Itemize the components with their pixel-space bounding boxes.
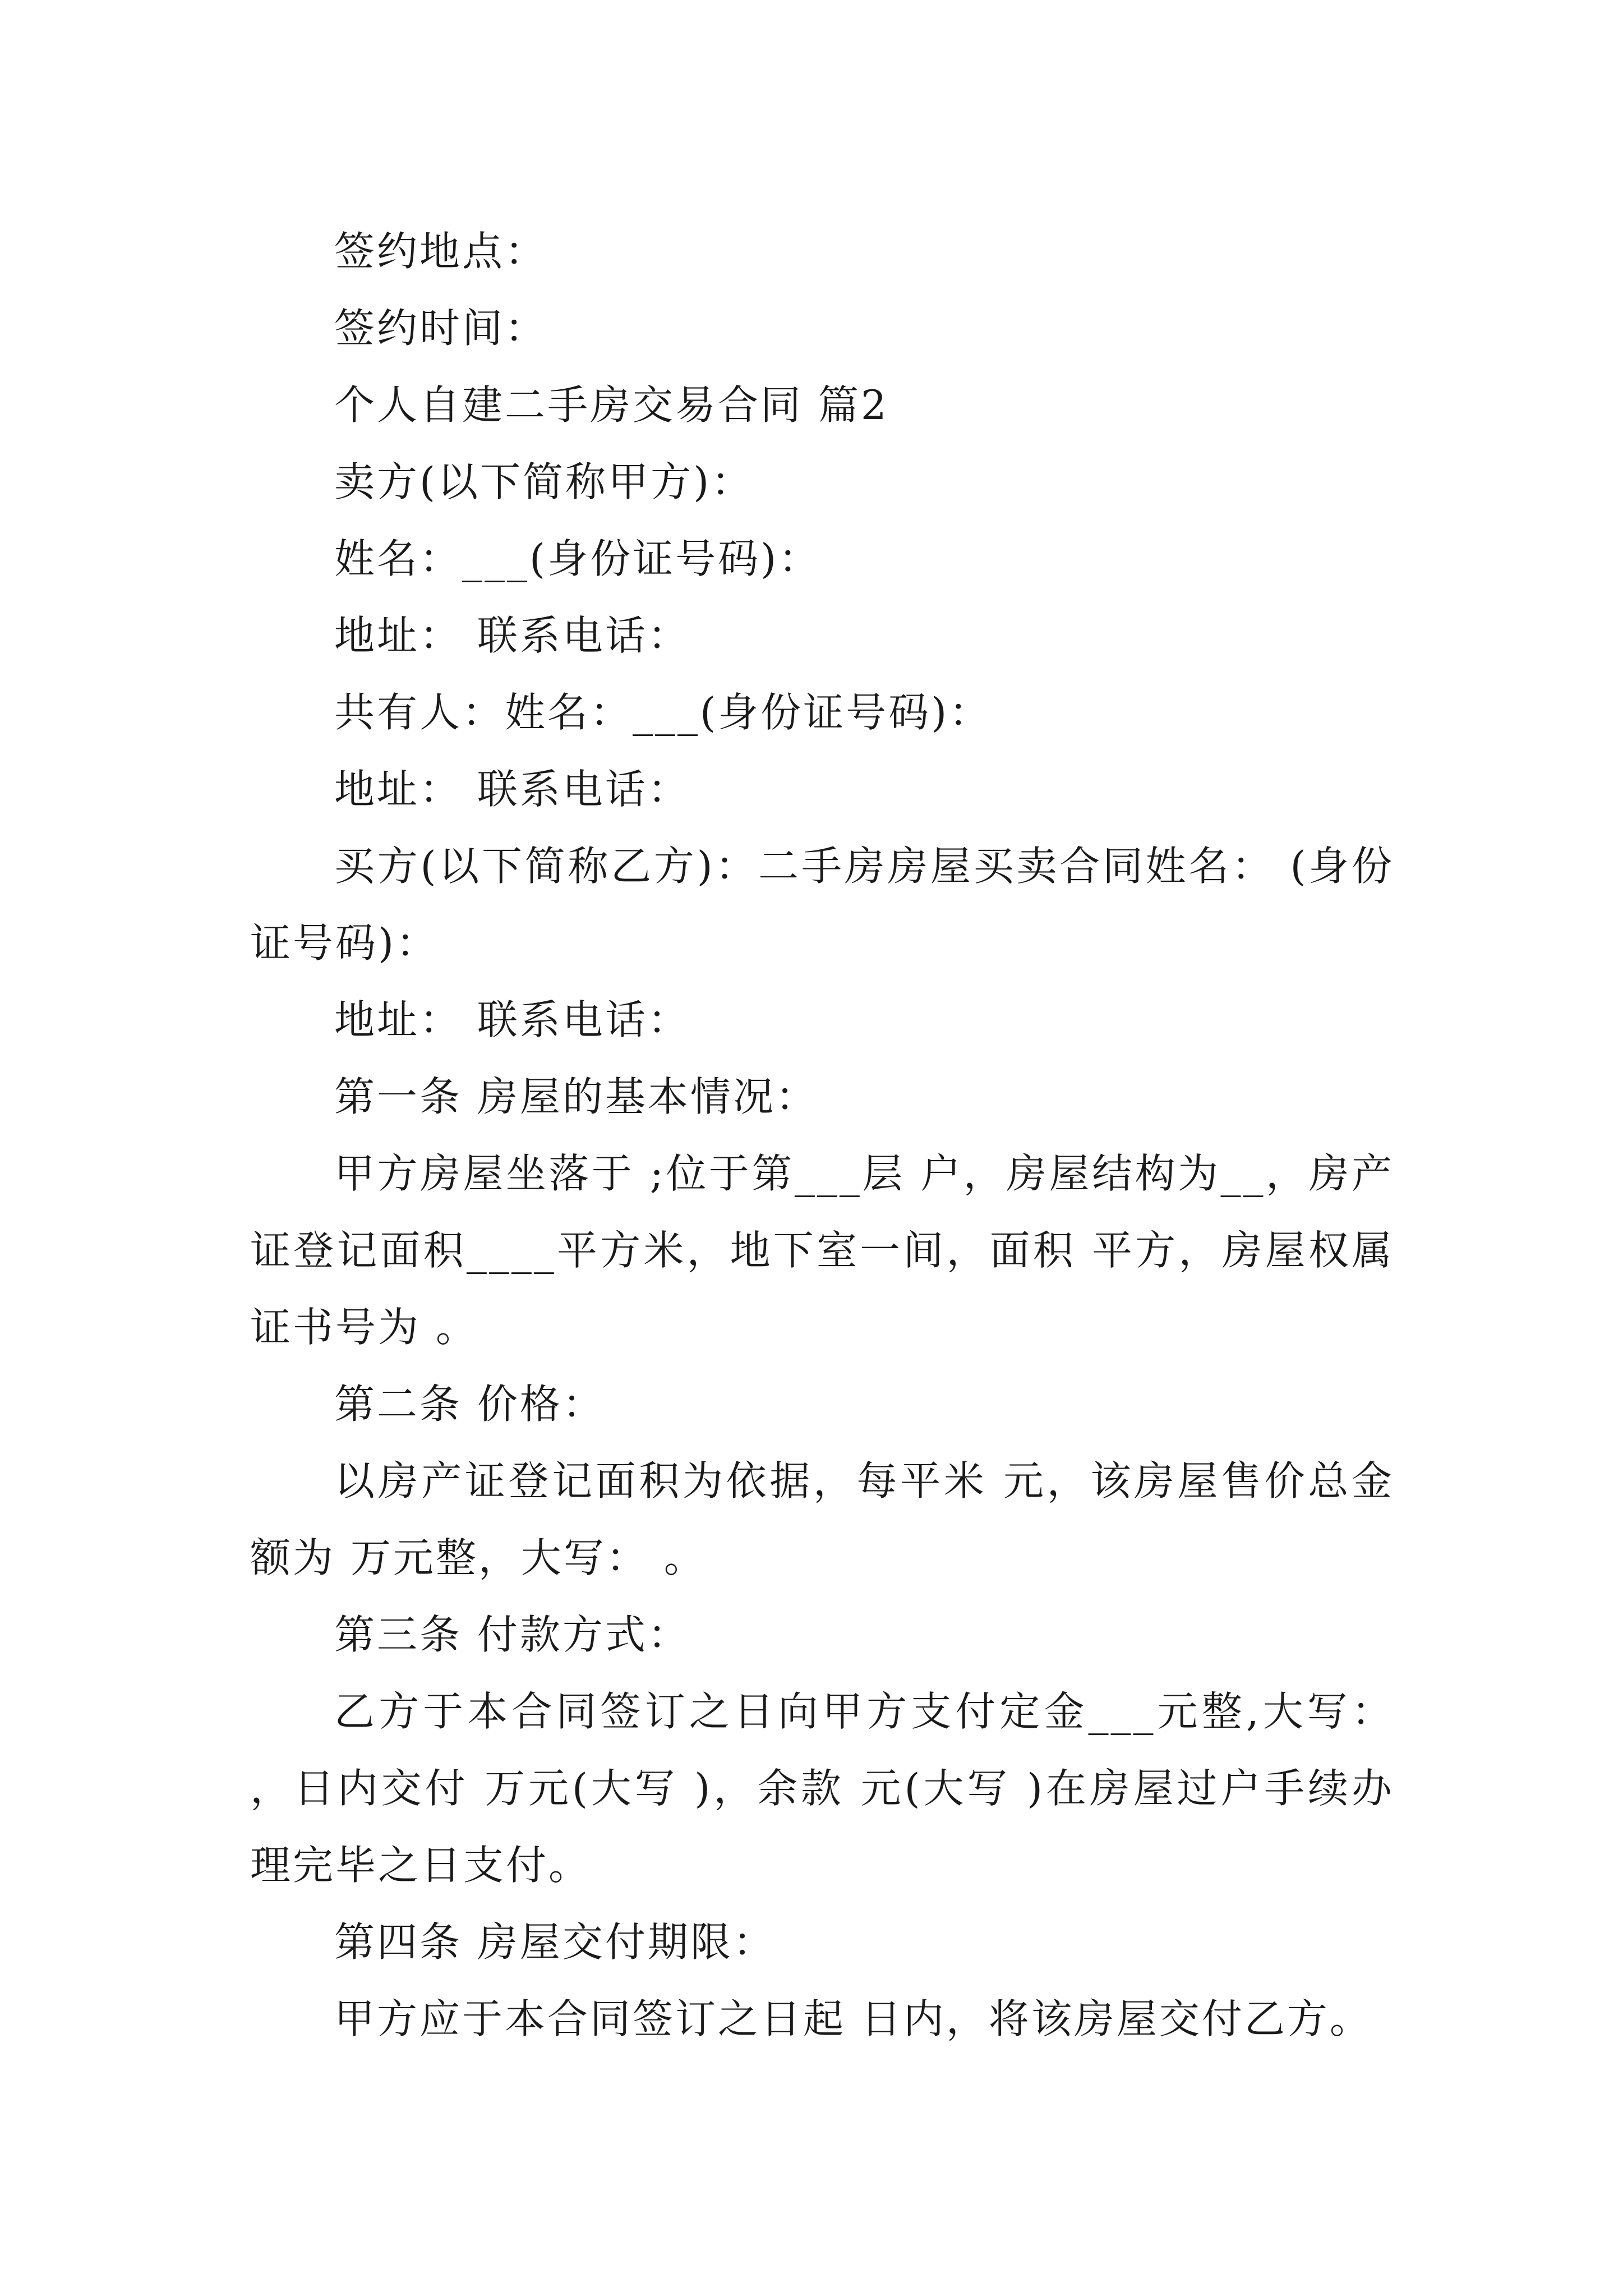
article-1-body: 甲方房屋坐落于 ;位于第___层 户，房屋结构为__，房产证登记面积____平方米，地下室一间，面积 平方，房屋权属证书号为 。 (250, 1150, 1394, 1351)
article-2-body: 以房产证登记面积为依据，每平米 元，该房屋售价总金额为 万元整，大写： 。 (250, 1457, 1394, 1581)
document-body (250, 213, 1409, 2058)
buyer-heading: 买方(以下简称乙方)：二手房房屋买卖合同姓名： (身份证号码)： (250, 843, 1394, 967)
contract-title: 个人自建二手房交易合同 篇2 (334, 381, 889, 429)
signing-place-line: 签约地点： (334, 228, 548, 275)
seller-name-line: 姓名：___(身份证号码)： (334, 535, 822, 582)
seller-address-line: 地址： 联系电话： (334, 612, 690, 659)
article-2-heading: 第二条 价格： (334, 1381, 605, 1428)
seller-heading: 卖方(以下简称甲方)： (334, 458, 754, 505)
article-4-heading: 第四条 房屋交付期限： (334, 1918, 776, 1966)
buyer-address-line: 地址： 联系电话： (334, 996, 690, 1043)
article-4-body: 甲方应于本合同签订之日起 日内，将该房屋交付乙方。 (334, 1995, 1372, 2042)
article-3-body: 乙方于本合同签订之日向甲方支付定金___元整,大写： ，日内交付 万元(大写 )，余款 元(大写 )在房屋过户手续办理完毕之日支付。 (250, 1688, 1409, 1889)
co-owner-name-line: 共有人：姓名：___(身份证号码)： (334, 689, 992, 736)
article-1-heading: 第一条 房屋的基本情况： (334, 1073, 818, 1120)
co-owner-address-line: 地址： 联系电话： (334, 766, 690, 813)
signing-time-line: 签约时间： (334, 305, 548, 352)
article-3-heading: 第三条 付款方式： (334, 1611, 690, 1658)
